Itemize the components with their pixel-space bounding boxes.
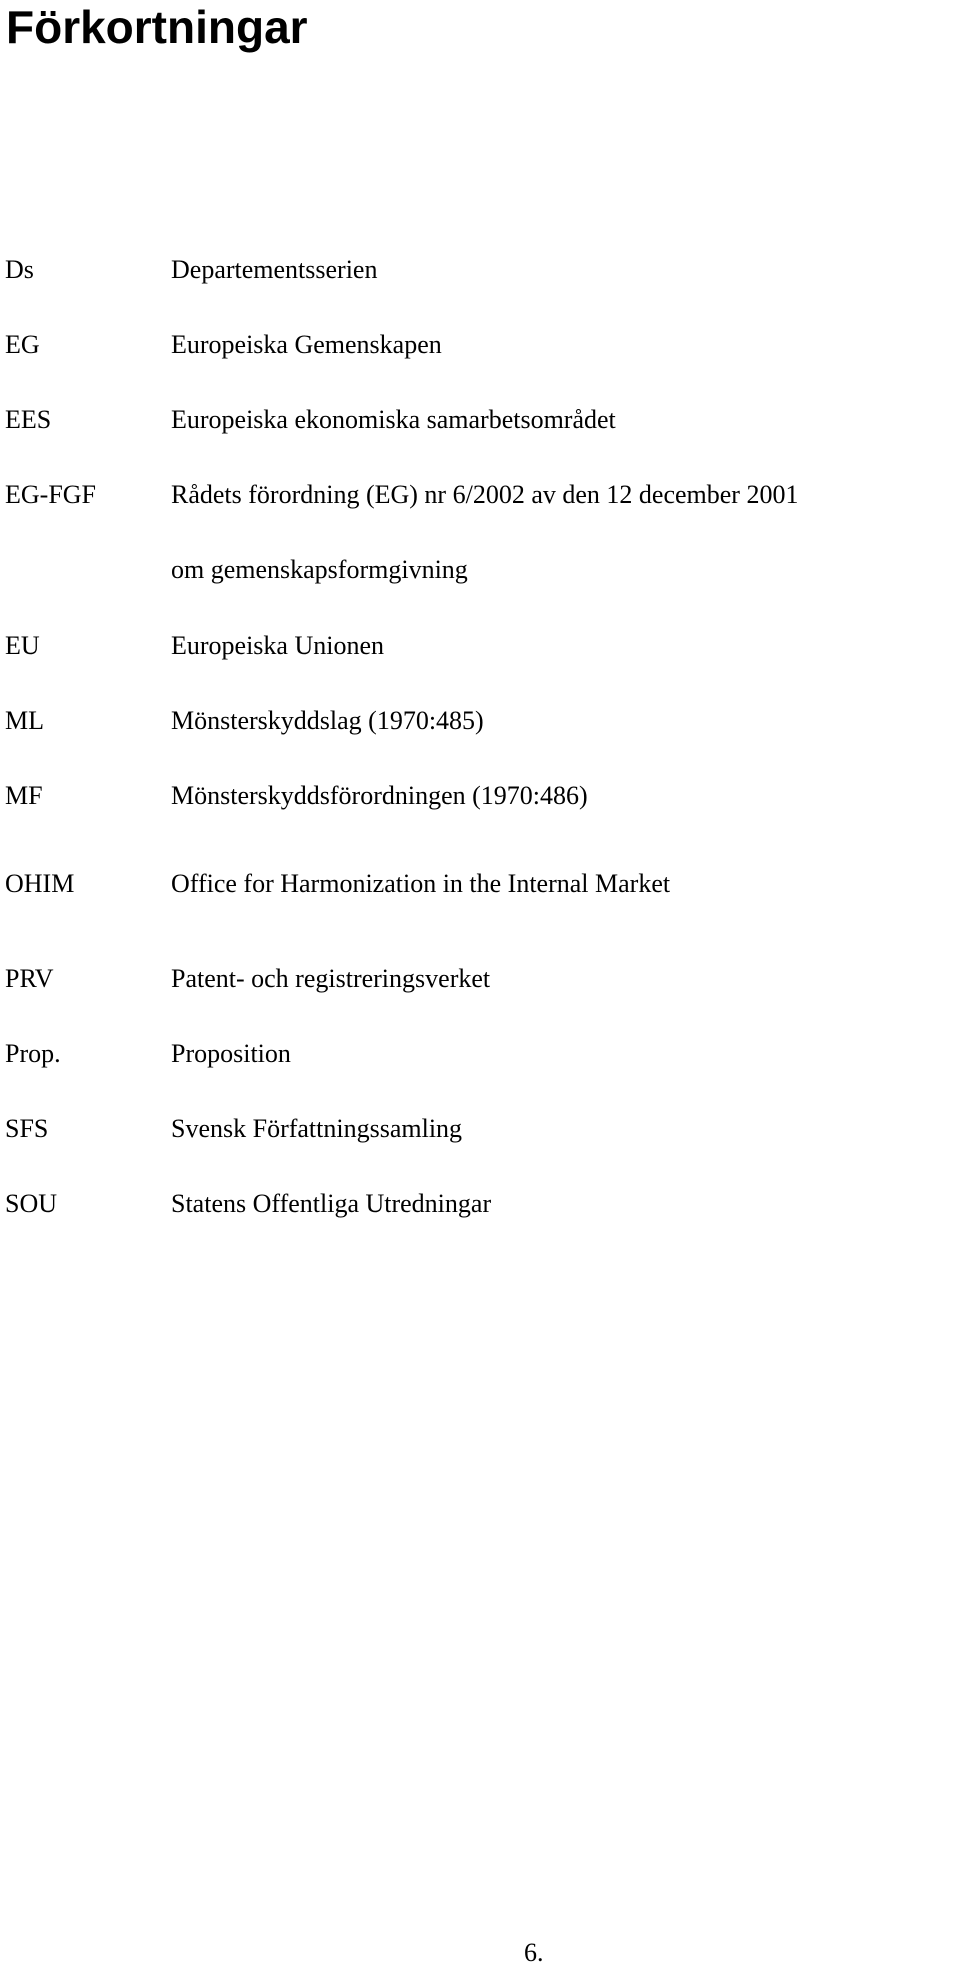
abbreviation-description: Proposition <box>171 1039 291 1068</box>
page-number: 6. <box>524 1938 544 1967</box>
abbreviation: OHIM <box>5 869 75 898</box>
abbreviation: MF <box>5 781 43 810</box>
abbreviation: EG-FGF <box>5 480 97 509</box>
abbreviation-description: Europeiska Unionen <box>171 631 385 660</box>
abbreviation-description: Mönsterskyddsförordningen (1970:486) <box>171 781 588 810</box>
abbreviation-description: Patent- och registreringsverket <box>171 964 491 993</box>
abbreviation: ML <box>5 706 44 735</box>
abbreviation-description: Office for Harmonization in the Internal Market <box>171 869 671 898</box>
abbreviation: Ds <box>5 255 34 284</box>
abbreviation: SFS <box>5 1114 49 1143</box>
page-title: Förkortningar <box>6 1 308 53</box>
abbreviation-description-continued: om gemenskapsformgivning <box>171 555 468 584</box>
abbreviation-description: Rådets förordning (EG) nr 6/2002 av den 12 december 2001 <box>171 480 799 509</box>
abbreviation-description: Statens Offentliga Utredningar <box>171 1189 492 1218</box>
abbreviation: PRV <box>5 964 54 993</box>
abbreviation-description: Departementsserien <box>171 255 378 284</box>
abbreviation-description: Svensk Författningssamling <box>171 1114 463 1143</box>
abbreviation-description: Europeiska Gemenskapen <box>171 330 442 359</box>
abbreviation: SOU <box>5 1189 58 1218</box>
abbreviation: EES <box>5 405 52 434</box>
abbreviation: EU <box>5 631 40 660</box>
abbreviation: EG <box>5 330 40 359</box>
abbreviation-description: Mönsterskyddslag (1970:485) <box>171 706 484 735</box>
abbreviation-description: Europeiska ekonomiska samarbetsområdet <box>171 405 616 434</box>
abbreviation: Prop. <box>5 1039 61 1068</box>
